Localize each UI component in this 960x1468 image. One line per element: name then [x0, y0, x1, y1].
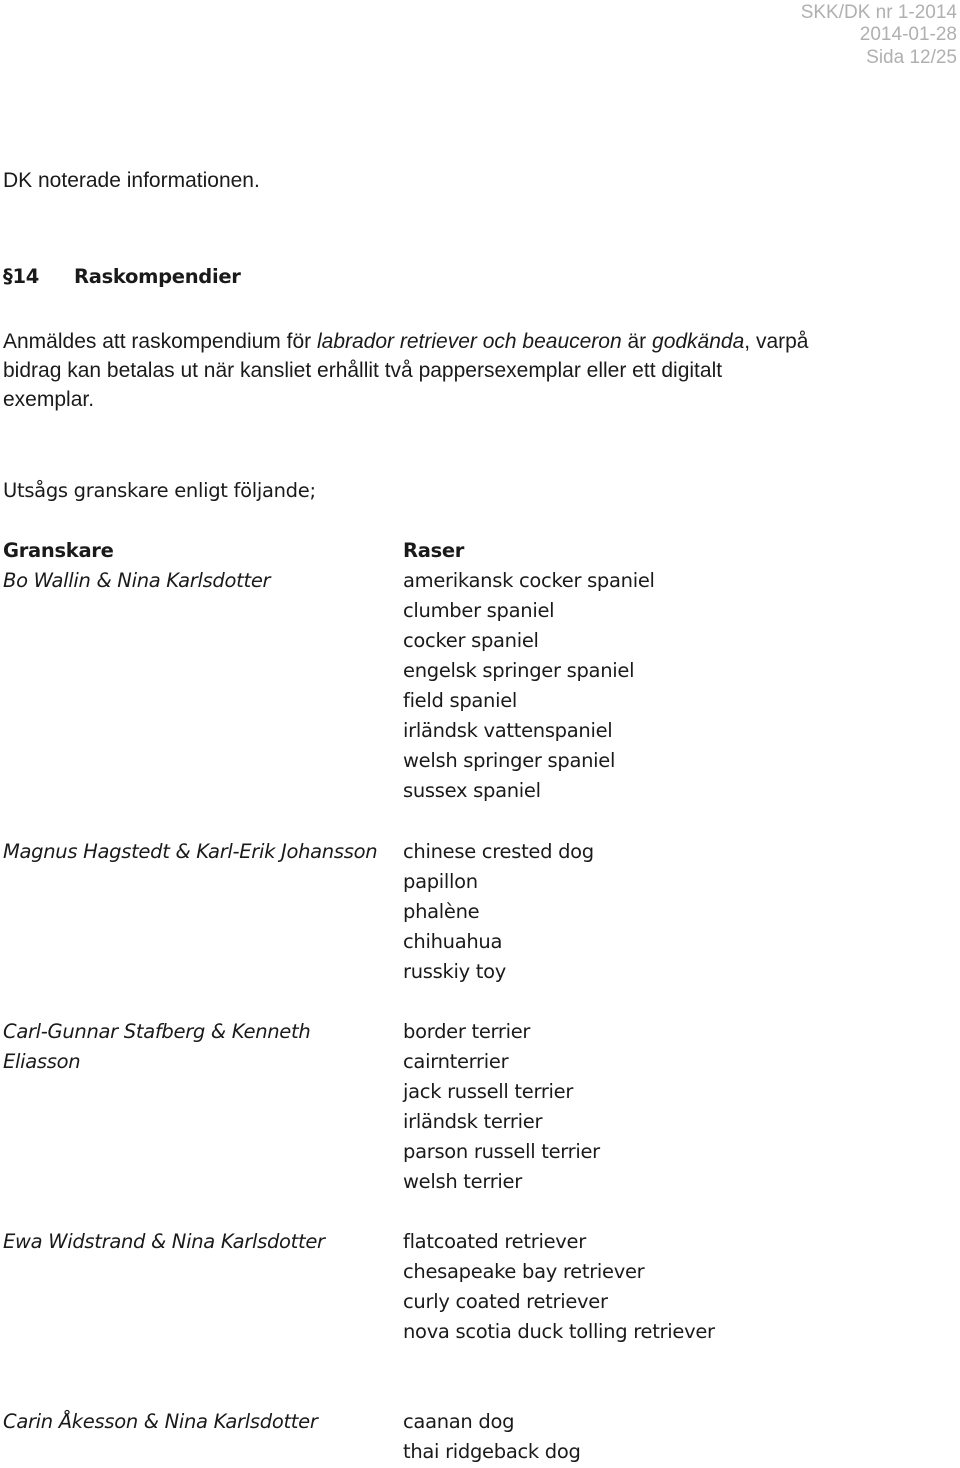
section-title: Raskompendier	[74, 265, 241, 288]
reviewer-names-line-1: Carl-Gunnar Stafberg & Kenneth	[3, 1020, 311, 1043]
list-item: engelsk springer spaniel	[403, 659, 635, 682]
breed-list	[403, 566, 655, 806]
paragraph-line-2: bidrag kan betalas ut när kansliet erhållit två pappersexemplar eller ett digitalt	[3, 359, 723, 382]
list-item: chinese crested dog	[403, 840, 594, 863]
list-item: irländsk vattenspaniel	[403, 719, 613, 742]
paragraph-italic-breeds: labrador retriever och beauceron	[316, 330, 622, 353]
list-item: russkiy toy	[403, 960, 506, 983]
list-item: thai ridgeback dog	[403, 1440, 581, 1463]
list-item: parson russell terrier	[403, 1140, 600, 1163]
list-item: cocker spaniel	[403, 629, 539, 652]
paragraph-text: , varpå	[744, 330, 809, 353]
reviewer-names: Bo Wallin & Nina Karlsdotter	[3, 569, 271, 592]
list-item: phalène	[403, 900, 480, 923]
breed-list	[403, 837, 594, 987]
paragraph-line-3: exemplar.	[3, 388, 95, 411]
paragraph-text: Anmäldes att raskompendium för	[3, 330, 317, 353]
reviewer-names: Magnus Hagstedt & Karl-Erik Johansson	[3, 840, 378, 863]
reviewer-names: Ewa Widstrand & Nina Karlsdotter	[3, 1230, 325, 1253]
list-item: caanan dog	[403, 1410, 515, 1433]
paragraph-italic-approved: godkända	[652, 330, 745, 353]
list-item: irländsk terrier	[403, 1110, 543, 1133]
list-item: jack russell terrier	[403, 1080, 574, 1103]
appoint-text: Utsågs granskare enligt följande;	[3, 479, 316, 502]
paragraph-line-1	[3, 327, 808, 356]
list-item: cairnterrier	[403, 1050, 509, 1073]
list-item: amerikansk cocker spaniel	[403, 569, 655, 592]
reviewer-names: Carin Åkesson & Nina Karlsdotter	[3, 1410, 318, 1433]
breed-list	[403, 1017, 600, 1197]
list-item: sussex spaniel	[403, 779, 541, 802]
list-item: clumber spaniel	[403, 599, 555, 622]
reviewer-names-line-2: Eliasson	[3, 1050, 81, 1073]
section-number: §14	[3, 265, 39, 288]
breed-list	[403, 1227, 715, 1347]
page-number: Sida 12/25	[866, 47, 957, 68]
list-item: welsh terrier	[403, 1170, 522, 1193]
list-item: papillon	[403, 870, 478, 893]
list-item: welsh springer spaniel	[403, 749, 616, 772]
list-item: field spaniel	[403, 689, 518, 712]
intro-text: DK noterade informationen.	[3, 169, 260, 192]
reviewers-header: Granskare	[3, 539, 114, 562]
list-item: flatcoated retriever	[403, 1230, 586, 1253]
list-item: nova scotia duck tolling retriever	[403, 1320, 715, 1343]
list-item: chihuahua	[403, 930, 503, 953]
document-date: 2014-01-28	[859, 24, 957, 45]
list-item: chesapeake bay retriever	[403, 1260, 645, 1283]
paragraph-text: är	[621, 330, 653, 353]
document-id: SKK/DK nr 1-2014	[800, 2, 957, 23]
list-item: border terrier	[403, 1020, 531, 1043]
breed-list	[403, 1407, 581, 1467]
breeds-header: Raser	[403, 539, 465, 562]
list-item: curly coated retriever	[403, 1290, 608, 1313]
